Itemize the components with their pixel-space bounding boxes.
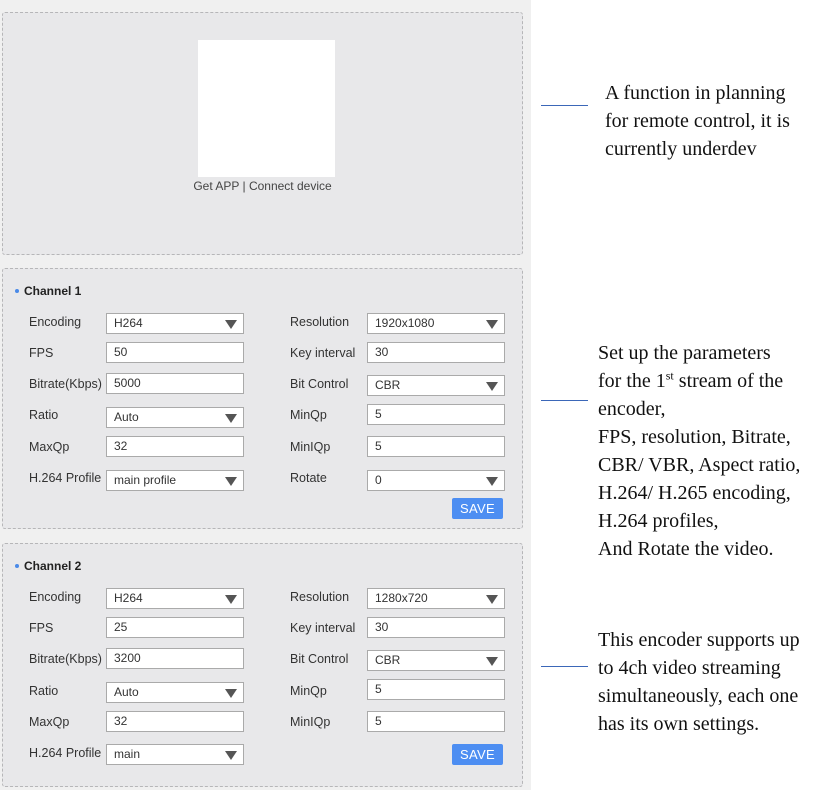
- annotation-remote-control: A function in planning for remote control, it is currently underdev: [605, 82, 790, 160]
- dropdown-arrow-icon: [225, 320, 237, 329]
- bitrate-input[interactable]: 3200: [106, 648, 244, 669]
- remote-app-box: [2, 12, 523, 255]
- bitrate-input[interactable]: 5000: [106, 373, 244, 394]
- dropdown-arrow-icon: [486, 595, 498, 604]
- maxqp-input[interactable]: 32: [106, 436, 244, 457]
- channel-1-title: Channel 1: [15, 284, 81, 298]
- bit-control-select[interactable]: CBR: [367, 375, 505, 396]
- maxqp-label: MaxQp: [29, 440, 70, 454]
- fps-input[interactable]: 50: [106, 342, 244, 363]
- dropdown-arrow-icon: [486, 477, 498, 486]
- key-interval-label: Key interval: [290, 346, 356, 360]
- bullet-icon: [15, 564, 19, 568]
- dropdown-arrow-icon: [225, 751, 237, 760]
- bit-control-label: Bit Control: [290, 377, 349, 391]
- maxqp-label: MaxQp: [29, 715, 70, 729]
- leader-line: [541, 666, 588, 667]
- minqp-label: MinQp: [290, 408, 327, 422]
- dropdown-arrow-icon: [225, 689, 237, 698]
- resolution-select[interactable]: 1280x720: [367, 588, 505, 609]
- bullet-icon: [15, 289, 19, 293]
- encoding-select[interactable]: H264: [106, 313, 244, 334]
- minqp-input[interactable]: 5: [367, 404, 505, 425]
- bit-control-select[interactable]: CBR: [367, 650, 505, 671]
- annotation-multi-channel: This encoder supports up to 4ch video streaming simultaneously, each one has its own settings.: [598, 629, 800, 735]
- encoding-select[interactable]: H264: [106, 588, 244, 609]
- profile-select[interactable]: main profile: [106, 470, 244, 491]
- minqp-input[interactable]: 5: [367, 679, 505, 700]
- app-links: [3, 179, 522, 193]
- miniqp-label: MinIQp: [290, 715, 331, 729]
- fps-label: FPS: [29, 621, 54, 635]
- dropdown-arrow-icon: [486, 320, 498, 329]
- miniqp-label: MinIQp: [290, 440, 331, 454]
- profile-select[interactable]: main: [106, 744, 244, 765]
- get-app-link[interactable]: Get APP: [193, 179, 240, 193]
- maxqp-input[interactable]: 32: [106, 711, 244, 732]
- bitrate-label: Bitrate(Kbps): [29, 377, 102, 391]
- resolution-label: Resolution: [290, 315, 350, 329]
- rotate-select[interactable]: 0: [367, 470, 505, 491]
- miniqp-input[interactable]: 5: [367, 436, 505, 457]
- save-button[interactable]: SAVE: [452, 498, 503, 519]
- bitrate-label: Bitrate(Kbps): [29, 652, 102, 666]
- minqp-label: MinQp: [290, 684, 327, 698]
- encoding-label: Encoding: [29, 590, 82, 604]
- ratio-select[interactable]: Auto: [106, 682, 244, 703]
- bit-control-label: Bit Control: [290, 652, 349, 666]
- dropdown-arrow-icon: [225, 595, 237, 604]
- connect-device-link[interactable]: Connect device: [248, 179, 332, 193]
- fps-input[interactable]: 25: [106, 617, 244, 638]
- key-interval-label: Key interval: [290, 621, 356, 635]
- miniqp-input[interactable]: 5: [367, 711, 505, 732]
- leader-line: [541, 105, 588, 106]
- channel-1-box: [2, 268, 523, 529]
- channel-2-box: [2, 543, 523, 787]
- encoding-label: Encoding: [29, 315, 82, 329]
- resolution-label: Resolution: [290, 590, 350, 604]
- ratio-label: Ratio: [29, 684, 59, 698]
- dropdown-arrow-icon: [225, 414, 237, 423]
- dropdown-arrow-icon: [486, 657, 498, 666]
- qr-code-image: [198, 40, 335, 177]
- profile-label: H.264 Profile: [29, 746, 102, 760]
- key-interval-input[interactable]: 30: [367, 342, 505, 363]
- channel-2-title: Channel 2: [15, 559, 81, 573]
- profile-label: H.264 Profile: [29, 471, 102, 485]
- resolution-select[interactable]: 1920x1080: [367, 313, 505, 334]
- fps-label: FPS: [29, 346, 54, 360]
- ratio-select[interactable]: Auto: [106, 407, 244, 428]
- key-interval-input[interactable]: 30: [367, 617, 505, 638]
- ratio-label: Ratio: [29, 408, 59, 422]
- dropdown-arrow-icon: [225, 477, 237, 486]
- link-separator: |: [239, 179, 249, 193]
- annotation-channel-parameters: Set up the parameters for the 1st stream of the encoder, FPS, resolution, Bitrate, CBR/ VBR, Aspect ratio, H.264/ H.265 encoding, H.264 profiles, And Rotate the video.: [598, 342, 801, 560]
- leader-line: [541, 400, 588, 401]
- save-button[interactable]: SAVE: [452, 744, 503, 765]
- dropdown-arrow-icon: [486, 382, 498, 391]
- rotate-label: Rotate: [290, 471, 327, 485]
